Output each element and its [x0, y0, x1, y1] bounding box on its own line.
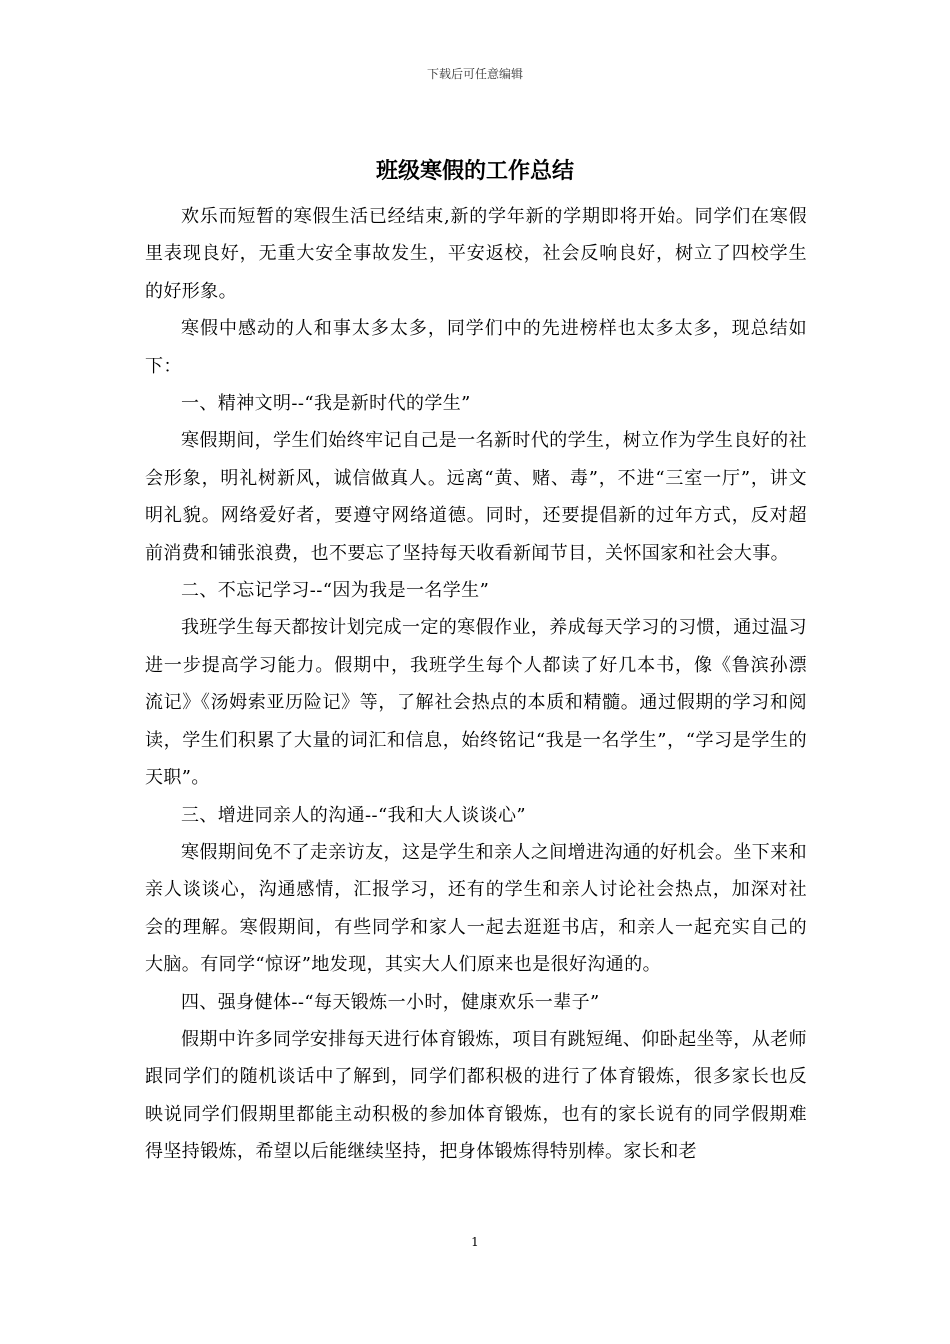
paragraph-section-3: 寒假期间免不了走亲访友，这是学生和亲人之间增进沟通的好机会。坐下来和亲人谈谈心，沟通感情，汇报学习，还有的学生和亲人讨论社会热点，加深对社会的理解。寒假期间，有些同学和家人一起去逛逛书店，和亲人一起充实自己的大脑。有同学“惊讶”地发现，其实大人们原来也是很好沟通的。 — [145, 841, 807, 976]
paragraph-intro: 欢乐而短暂的寒假生活已经结束,新的学年新的学期即将开始。同学们在寒假里表现良好，无重大安全事故发生，平安返校，社会反响良好，树立了四校学生的好形象。 — [145, 206, 807, 302]
section-heading-1: 一、精神文明--“我是新时代的学生” — [181, 393, 471, 415]
document-body — [145, 198, 807, 1171]
page-number: 1 — [471, 1235, 479, 1249]
page-header: 下载后可任意编辑 — [426, 67, 523, 81]
paragraph-section-4: 假期中许多同学安排每天进行体育锻炼，项目有跳短绳、仰卧起坐等，从老师跟同学们的随机谈话中了解到，同学们都积极的进行了体育锻炼，很多家长也反映说同学们假期里都能主动积极的参加体育锻炼，也有的家长说有的同学假期难得坚持锻炼，希望以后能继续坚持，把身体锻炼得特别棒。家长和老 — [145, 1028, 807, 1163]
section-heading-3: 三、增进同亲人的沟通--“我和大人谈谈心” — [181, 804, 526, 826]
paragraph-section-2: 我班学生每天都按计划完成一定的寒假作业，养成每天学习的习惯，通过温习进一步提高学习能力。假期中，我班学生每个人都读了好几本书，像《鲁滨孙漂流记》《汤姆索亚历险记》等，了解社会热点的本质和精髓。通过假期的学习和阅读，学生们积累了大量的词汇和信息，始终铭记“我是一名学生”，“学习是学生的天职”。 — [145, 617, 807, 789]
paragraph-summary-lead: 寒假中感动的人和事太多太多，同学们中的先进榜样也太多太多，现总结如下： — [145, 318, 807, 377]
section-heading-4: 四、强身健体--“每天锻炼一小时，健康欢乐一辈子” — [181, 991, 600, 1013]
paragraph-section-1: 寒假期间，学生们始终牢记自己是一名新时代的学生，树立作为学生良好的社会形象，明礼树新风，诚信做真人。远离“黄、赌、毒”，不进“三室一厅”，讲文明礼貌。网络爱好者，要遵守网络道德。同时，还要提倡新的过年方式，反对超前消费和铺张浪费，也不要忘了坚持每天收看新闻节目，关怀国家和社会大事。 — [145, 430, 807, 564]
document-title: 班级寒假的工作总结 — [375, 158, 574, 184]
section-heading-2: 二、不忘记学习--“因为我是一名学生” — [181, 580, 490, 602]
